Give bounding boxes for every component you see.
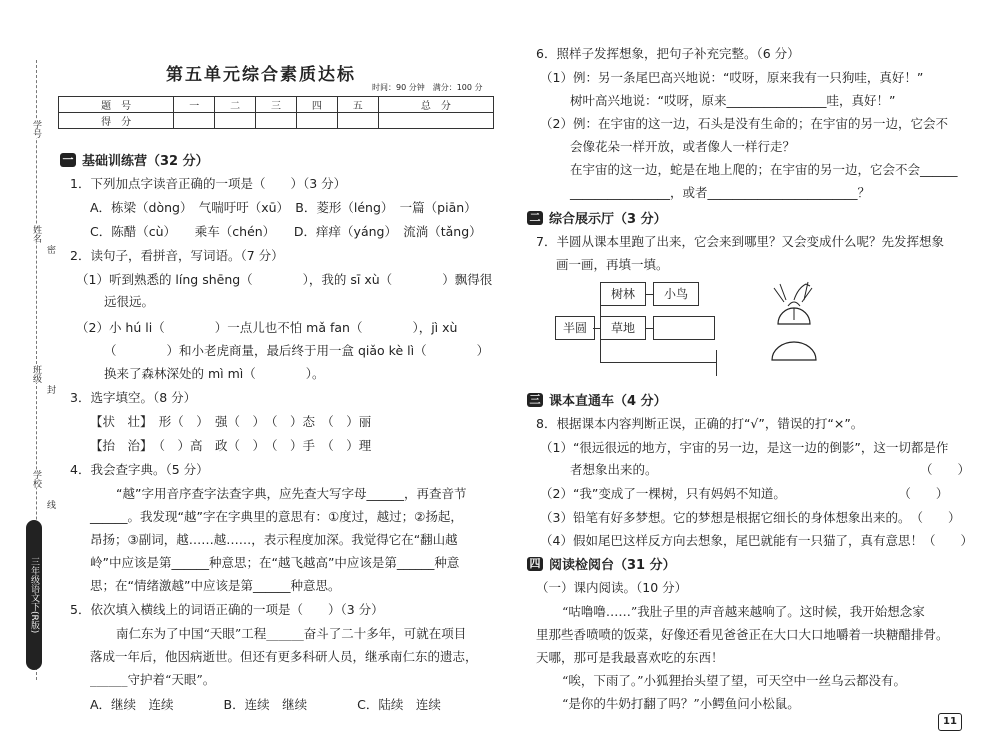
diagram-connector (600, 350, 601, 362)
score-cell: 题 号 (59, 97, 174, 113)
diagram-root-box: 半圆 (555, 316, 595, 340)
bird-drawing-icon (774, 282, 812, 324)
exam-meta: 时间：90 分钟 满分：100 分 (372, 83, 483, 92)
section-title: 课本直通车（4 分） (549, 394, 667, 409)
diagram-box-bird: 小鸟 (653, 282, 699, 306)
score-table-header-row (59, 97, 494, 113)
q4-text-3: 昂扬；③副词，越……越……，表示程度加深。我觉得它在“翻山越 (90, 532, 458, 547)
q6-example-1: （1）例：另一条尾巴高兴地说：“哎呀，原来我有一只狗哇，真好！” (540, 70, 924, 85)
q5-options: A．继续 连续 B．连续 继续 C．陆续 连续 (90, 697, 441, 712)
section-basic-training (60, 150, 209, 169)
q4-text-2: ______。我发现“越”字在字典里的意思有：①度过，越过；②扬起， (90, 509, 463, 524)
question-6: 6．照样子发挥想象，把句子补充完整。（6 分） (536, 46, 800, 61)
q6-example-2: （2）例：在宇宙的这一边，石头是没有生命的；在宇宙的另一边，它会不 (540, 116, 948, 131)
section-title: 综合展示厅（3 分） (549, 212, 667, 227)
school-label: 学校 (31, 470, 41, 488)
score-cell: 一 (174, 97, 215, 113)
diagram-blank-box[interactable] (653, 316, 715, 340)
q3-row-2: 【抬 治】 （ ）高 政（ ） （ ）手 （ ）理 (90, 438, 372, 453)
q6-answer-2-cont: ________________，或者________________________？ (570, 185, 871, 200)
question-7-cont: 画一画，再填一填。 (556, 257, 669, 272)
q6-answer-2: 在宇宙的这一边，蛇是在地上爬的；在宇宙的另一边，它会不会______ (570, 162, 958, 177)
section-textbook (527, 390, 667, 409)
diagram-connector (645, 294, 653, 295)
section-reading (527, 554, 676, 573)
question-2: 2．读句子，看拼音，写词语。（7 分） (70, 248, 284, 263)
q3-row-1: 【状 壮】 形（ ） 强（ ） （ ）态 （ ）丽 (90, 414, 372, 429)
q2-sentence-2: （2）小 hú li（ ）一点儿也不怕 mǎ fan（ ），jì xù (76, 320, 458, 335)
q8-item-2: （2）“我”变成了一棵树，只有妈妈不知道。 （ ） (540, 486, 949, 501)
section-number: 四 (527, 557, 543, 571)
reading-text-2: 里那些香喷喷的饭菜，好像还看见爸爸正在大口大口地嚼着一块糖醋排骨。 (536, 627, 949, 642)
score-input-cell[interactable] (174, 113, 215, 129)
q2-sentence-1: （1）听到熟悉的 líng shēng（ ），我的 sī xù（ ）飘得很 (76, 272, 493, 287)
q4-text-1: “越”字用音序查字法查字典，应先查大写字母______，再查音节 (116, 486, 467, 501)
q5-passage-1: 南仁东为了中国“天眼”工程______奋斗了二十多年，可就在项目 (116, 626, 467, 641)
q2-sentence-1-cont: 远很远。 (104, 294, 155, 309)
score-input-cell[interactable] (378, 113, 493, 129)
diagram-box-grass: 草地 (600, 316, 646, 340)
section-number: 二 (527, 211, 543, 225)
page-title: 第五单元综合素质达标 (166, 65, 356, 85)
binding-char-feng: 封 (45, 385, 55, 394)
q8-item-1-cont: 者想象出来的。 （ ） (570, 462, 971, 477)
question-4: 4．我会查字典。（5 分） (70, 462, 209, 477)
score-cell: 三 (256, 97, 297, 113)
score-input-cell[interactable] (215, 113, 256, 129)
binding-strip (0, 0, 55, 754)
score-input-cell[interactable] (296, 113, 337, 129)
book-label: 三年级语文下(R版) (26, 520, 42, 670)
binding-char-mi: 密 (45, 245, 55, 254)
question-1: 1．下列加点字读音正确的一项是（ ）（3 分） (70, 176, 347, 191)
diagram-box-forest: 树林 (600, 282, 646, 306)
score-input-cell[interactable] (337, 113, 378, 129)
class-label: 班级 (31, 365, 41, 383)
q6-answer-1: 树叶高兴地说：“哎呀，原来________________哇，真好！” (570, 93, 896, 108)
semicircle-icon (772, 342, 816, 360)
score-cell: 二 (215, 97, 256, 113)
question-5: 5．依次填入横线上的词语正确的一项是（ ）（3 分） (70, 602, 384, 617)
score-cell: 四 (296, 97, 337, 113)
section-title: 基础训练营（32 分） (82, 154, 209, 169)
q6-example-2-cont: 会像花朵一样开放，或者像人一样行走？ (570, 139, 796, 154)
q5-passage-2: 落成一年后，他因病逝世。但还有更多科研人员，继承南仁东的遗志， (90, 649, 478, 664)
score-cell: 得 分 (59, 113, 174, 129)
score-cell: 总 分 (378, 97, 493, 113)
semicircle-drawings (760, 276, 830, 376)
section-number: 三 (527, 393, 543, 407)
section-number: 一 (60, 153, 76, 167)
q1-options-ab: A．栋梁（dòng） 气喘吁吁（xū） B．菱形（léng） 一篇（piān） (90, 200, 477, 215)
diagram-connector (645, 328, 653, 329)
student-number-label: 学号 (31, 120, 41, 138)
section-title: 阅读检阅台（31 分） (549, 558, 676, 573)
q8-item-4: （4）假如尾巴这样反方向去想象，尾巴就能有一只猫了，真有意思！（ ） (540, 533, 973, 548)
diagram-connector (600, 362, 716, 363)
score-cell: 五 (337, 97, 378, 113)
q8-item-1: （1）“很远很远的地方，宇宙的另一边，是这一边的倒影”，这一切都是作 (540, 440, 949, 455)
section-showcase (527, 208, 667, 227)
q8-item-3: （3）铅笔有好多梦想。它的梦想是根据它细长的身体想象出来的。 （ ） (540, 510, 961, 525)
q5-passage-3: ______守护着“天眼”。 (90, 672, 216, 687)
reading-part-1: （一）课内阅读。（10 分） (536, 580, 688, 595)
reading-text-1: “咕噜噜……”我肚子里的声音越来越响了。这时候，我开始想念家 (562, 604, 925, 619)
question-8: 8．根据课本内容判断正误，正确的打“√”，错误的打“×”。 (536, 416, 864, 431)
score-table-score-row (59, 113, 494, 129)
score-input-cell[interactable] (256, 113, 297, 129)
binding-char-xian: 线 (45, 500, 55, 509)
reading-text-4: “唉，下雨了。”小狐狸抬头望了望，可天空中一丝乌云都没有。 (562, 673, 907, 688)
q4-text-5: 思；在“情绪激越”中应该是第______种意思。 (90, 578, 341, 593)
q4-text-4: 岭”中应该是第______种意思；在“越飞越高”中应该是第______种意 (90, 555, 460, 570)
diagram-connector (716, 350, 717, 376)
page-number: 11 (938, 713, 962, 731)
q1-options-cd: C．陈醋（cù） 乘车（chén） D．痒痒（yáng） 流淌（tǎng） (90, 224, 482, 239)
question-3: 3．选字填空。（8 分） (70, 390, 197, 405)
name-label: 姓名 (31, 225, 41, 243)
reading-text-3: 天哪，那可是我最喜欢吃的东西！ (536, 650, 724, 665)
question-7: 7．半圆从课本里跑了出来，它会来到哪里？又会变成什么呢？先发挥想象 (536, 234, 944, 249)
q2-sentence-2-end: 换来了森林深处的 mì mì（ ）。 (104, 366, 325, 381)
score-table (58, 96, 494, 129)
q2-sentence-2-cont: （ ）和小老虎商量，最后终于用一盒 qiǎo kè lì（ ） (104, 343, 490, 358)
reading-text-5: “是你的牛奶打翻了吗？”小鳄鱼问小松鼠。 (562, 696, 800, 711)
